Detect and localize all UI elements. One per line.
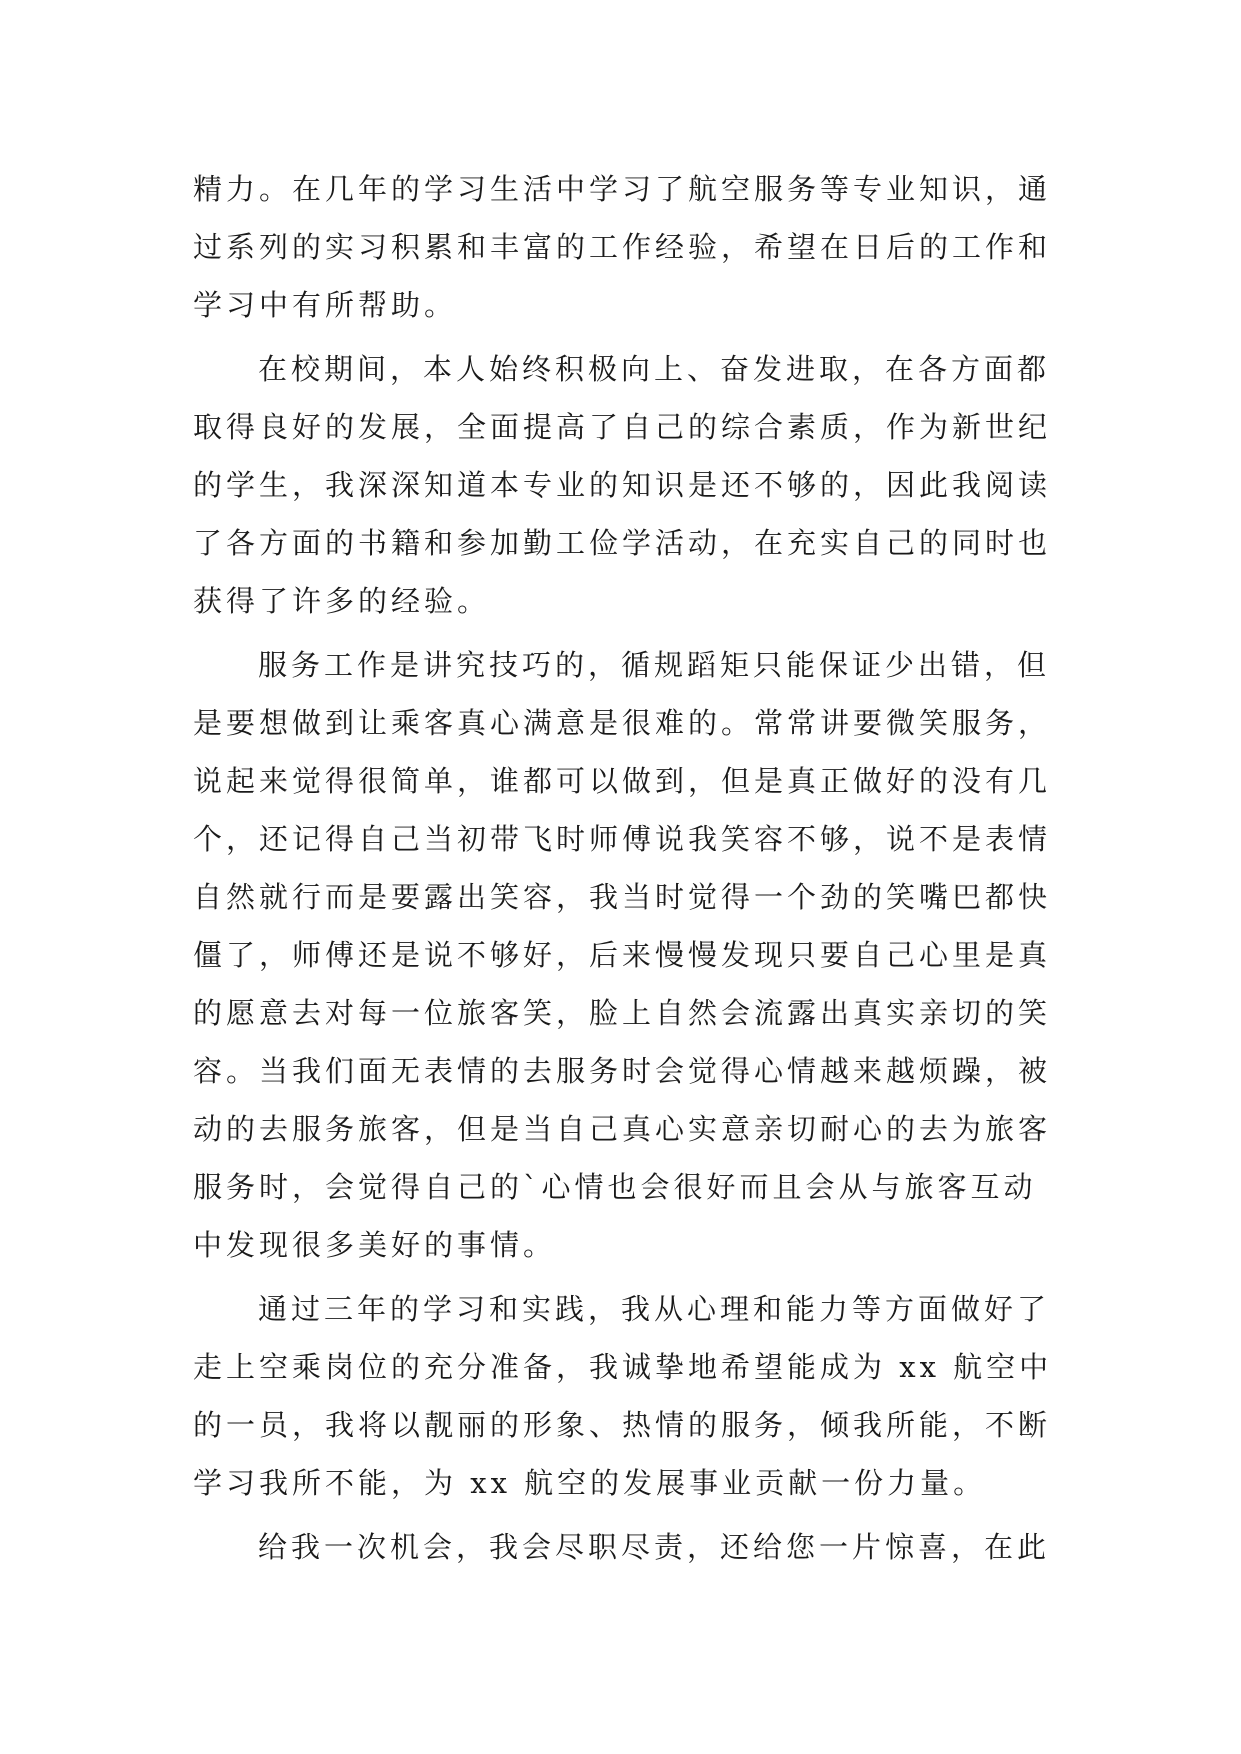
- text-line: 走上空乘岗位的充分准备，我诚挚地希望能成为 xx 航空中: [193, 1350, 1053, 1384]
- text-line: 动的去服务旅客，但是当自己真心实意亲切耐心的去为旅客: [193, 1112, 1052, 1146]
- text-line: 的学生，我深深知道本专业的知识是还不够的，因此我阅读: [193, 468, 1052, 502]
- text-line: 容。当我们面无表情的去服务时会觉得心情越来越烦躁，被: [193, 1054, 1052, 1088]
- text-line: 获得了许多的经验。: [193, 584, 491, 618]
- document-body: [193, 160, 1053, 1576]
- text-line: 僵了，师傅还是说不够好，后来慢慢发现只要自己心里是真: [193, 938, 1052, 972]
- text-line: 学习中有所帮助。: [193, 288, 458, 322]
- text-line: 的一员，我将以靓丽的形象、热情的服务，倾我所能，不断: [193, 1408, 1052, 1442]
- paragraph: [193, 1518, 1053, 1576]
- paragraph: [193, 1280, 1053, 1512]
- text-line: 通过三年的学习和实践，我从心理和能力等方面做好了: [258, 1292, 1051, 1326]
- text-line: 学习我所不能，为 xx 航空的发展事业贡献一份力量。: [193, 1466, 987, 1500]
- text-line: 中发现很多美好的事情。: [193, 1228, 557, 1262]
- text-line: 取得良好的发展，全面提高了自己的综合素质，作为新世纪: [193, 410, 1052, 444]
- paragraph: [193, 340, 1053, 630]
- text-line: 给我一次机会，我会尽职尽责，还给您一片惊喜，在此: [258, 1530, 1051, 1564]
- text-line: 个，还记得自己当初带飞时师傅说我笑容不够，说不是表情: [193, 822, 1052, 856]
- text-line: 在校期间，本人始终积极向上、奋发进取，在各方面都: [258, 352, 1051, 386]
- text-line: 精力。在几年的学习生活中学习了航空服务等专业知识，通: [193, 172, 1052, 206]
- text-line: 自然就行而是要露出笑容，我当时觉得一个劲的笑嘴巴都快: [193, 880, 1052, 914]
- text-line: 的愿意去对每一位旅客笑，脸上自然会流露出真实亲切的笑: [193, 996, 1052, 1030]
- paragraph: [193, 636, 1053, 1274]
- text-line: 了各方面的书籍和参加勤工俭学活动，在充实自己的同时也: [193, 526, 1052, 560]
- text-line: 服务工作是讲究技巧的，循规蹈矩只能保证少出错，但: [258, 648, 1051, 682]
- text-line: 服务时，会觉得自己的`心情也会很好而且会从与旅客互动: [193, 1170, 1037, 1204]
- paragraph: [193, 160, 1053, 334]
- text-line: 是要想做到让乘客真心满意是很难的。常常讲要微笑服务，: [193, 706, 1052, 740]
- text-line: 过系列的实习积累和丰富的工作经验，希望在日后的工作和: [193, 230, 1052, 264]
- text-line: 说起来觉得很简单，谁都可以做到，但是真正做好的没有几: [193, 764, 1052, 798]
